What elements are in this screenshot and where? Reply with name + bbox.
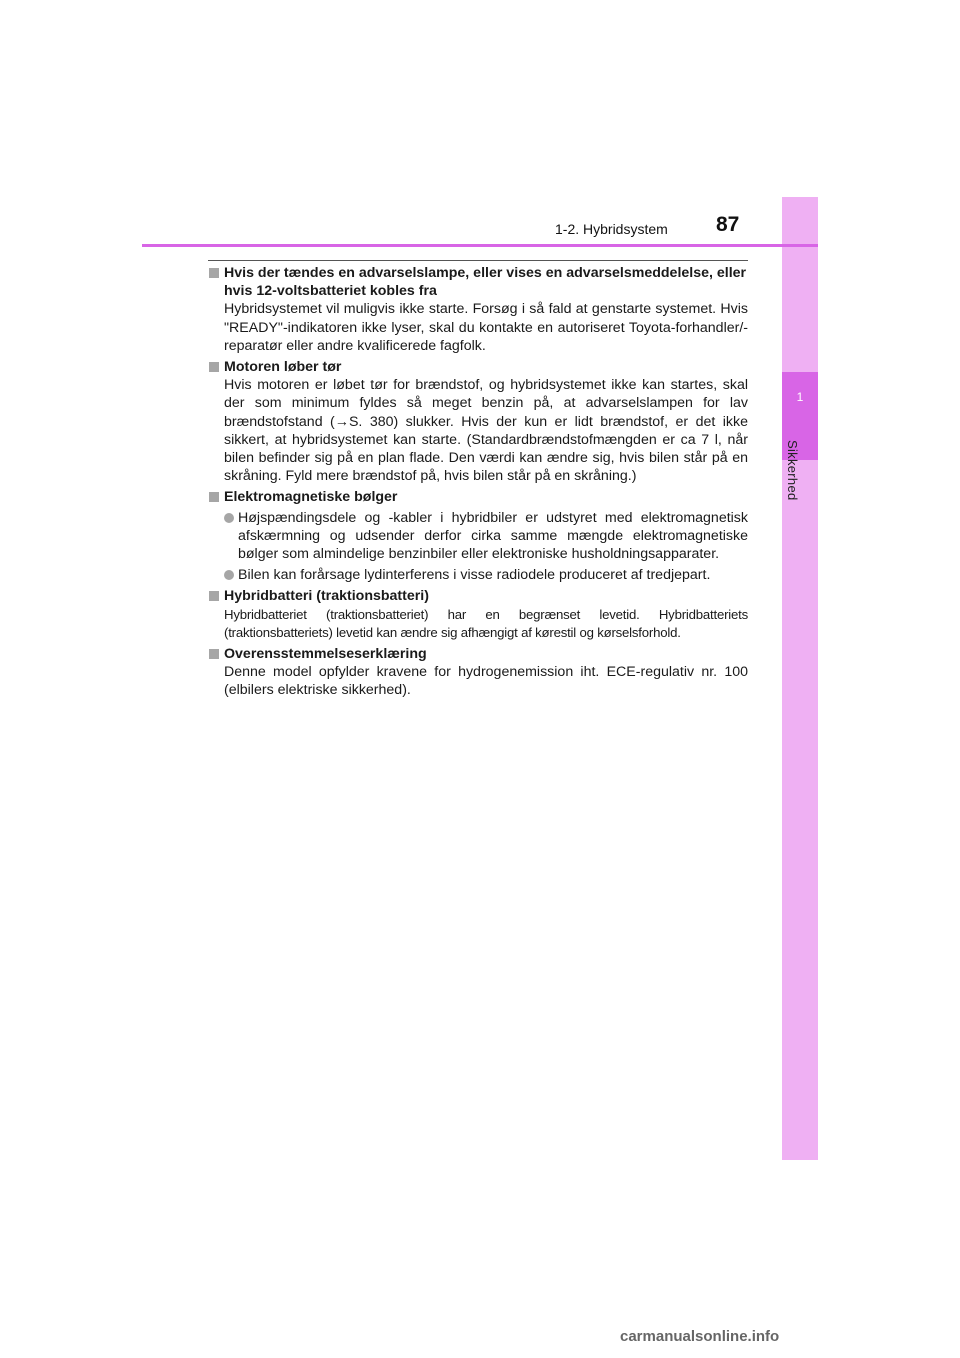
sub-item [224, 566, 748, 584]
sub-item-text: Højspændingsdele og -kabler i hybridbiler er udstyret med elektromagnetisk afskærmning og udsender derfor cirka samme mængde elektromagnetiske bølger som almindelige benzinbiler eller elektroniske husholdningsapparater. [238, 509, 748, 563]
item-body: Denne model opfylder kravene for hydrogenemission iht. ECE-regulativ nr. 100 (elbilers elektriske sikkerhed). [224, 664, 748, 699]
item-warning-lamp [208, 264, 748, 355]
item-electromagnetic-waves [208, 488, 748, 584]
item-body: Hvis motoren er løbet tør for brændstof, og hybridsystemet ikke kan startes, skal der som minimum fyldes så meget benzin på, at advarselslampen for lav brændstofstand (→S. 380) slukker. Hvis der kun er lidt brændstof, er det ikke sikkert, at hybridsystemet kan starte. (Standardbrændstofmængden er ca 7 l, når bilen befinder sig på en plan flade. Den værdi kan ændre sig, hvis bilen står på en skråning. Fyld mere brændstof på, hvis bilen står på en skråning.) [224, 377, 748, 485]
item-body: Hybridsystemet vil muligvis ikke starte. Forsøg i så fald at genstarte systemet. Hvis "READY"-indikatoren ikke lyser, skal du kontakte en autoriseret Toyota-forhandler/-reparatør eller andre kvalificerede fagfolk. [224, 301, 748, 354]
page-content [208, 264, 748, 703]
item-title: Hvis der tændes en advarselslampe, eller vises en advarselsmeddelelse, eller hvis 12-voltsbatteriet kobles fra [224, 265, 747, 300]
item-title: Overensstemmelseserklæring [224, 646, 427, 663]
header-divider [142, 244, 818, 247]
item-title: Elektromagnetiske bølger [224, 489, 398, 506]
item-hybrid-battery [208, 587, 748, 642]
watermark: carmanualsonline.info [620, 1328, 780, 1345]
item-title: Motoren løber tør [224, 359, 342, 376]
item-title: Hybridbatteri (traktionsbatteri) [224, 588, 429, 605]
chapter-number: 1 [796, 390, 804, 404]
square-bullet-icon [209, 268, 219, 278]
chapter-side-tab [782, 197, 818, 1160]
item-body: Hybridbatteriet (traktionsbatteriet) har en begrænset levetid. Hybridbatteriets (traktionsbatteriets) levetid kan ændre sig afhængigt af kørestil og kørselsforhold. [224, 606, 748, 640]
item-declaration-of-conformity [208, 645, 748, 700]
chapter-name: Sikkerhed [785, 440, 800, 501]
page-number: 87 [716, 213, 740, 236]
content-top-rule [208, 260, 748, 261]
header-section-title: 1-2. Hybridsystem [555, 221, 668, 237]
square-bullet-icon [209, 492, 219, 502]
sub-item-text: Bilen kan forårsage lydinterferens i visse radiodele produceret af tredjepart. [238, 567, 711, 584]
circle-bullet-icon [224, 513, 234, 523]
circle-bullet-icon [224, 570, 234, 580]
square-bullet-icon [209, 591, 219, 601]
square-bullet-icon [209, 362, 219, 372]
sub-item [224, 509, 748, 564]
square-bullet-icon [209, 649, 219, 659]
item-out-of-fuel [208, 358, 748, 485]
